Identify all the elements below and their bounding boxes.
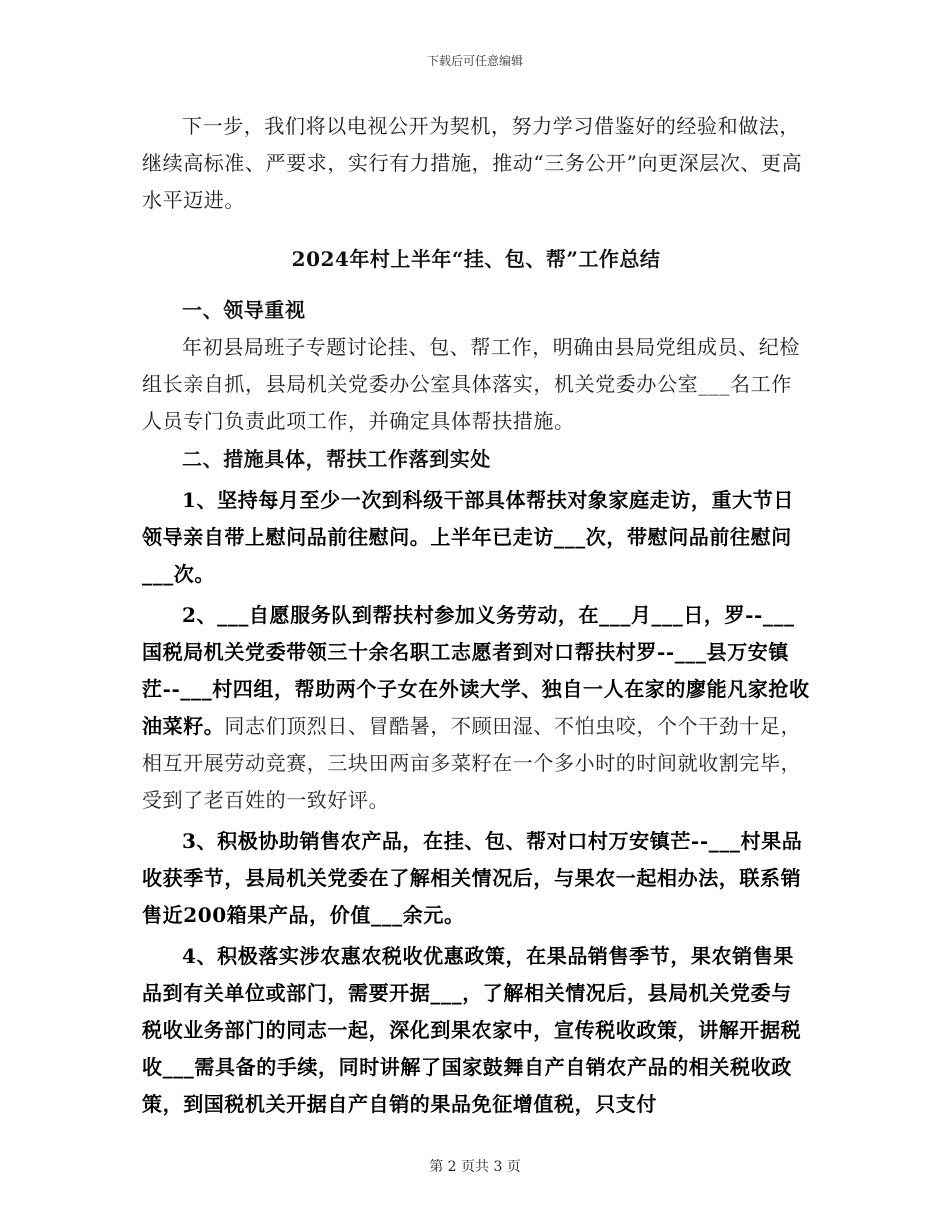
item-2-paragraph bbox=[142, 597, 810, 819]
page-footer: 第 2 页共 3 页 bbox=[429, 1159, 521, 1175]
page-header: 下载后可任意编辑 bbox=[426, 54, 523, 68]
item-3-paragraph: 3、积极协助销售农产品，在挂、包、帮对口村万安镇芒--___村果品收获季节，县局机关党委在了解相关情况后，与果农一起相办法，联系销售近200箱果产品，价值___余元。 bbox=[142, 829, 803, 927]
document-body bbox=[142, 108, 810, 1123]
document-title: 2024年村上半年“挂、包、帮”工作总结 bbox=[291, 247, 661, 271]
section-1-body: 年初县局班子专题讨论挂、包、帮工作，明确由县局党组成员、纪检组长亲自抓，县局机关党委办公室具体落实，机关党委办公室___名工作人员专门负责此项工作，并确定具体帮扶措施。 bbox=[142, 335, 800, 433]
section-1-heading: 一、领导重视 bbox=[182, 298, 306, 322]
item-2-bold-text: 2、___自愿服务队到帮扶村参加义务劳动，在___月___日，罗--___国税局机关党委带领三十余名职工志愿者到对口帮扶村罗--___县万安镇茳--___村四组，帮助两个子女在外读大学、独自一人在家的廖能凡家抢收油菜籽。 bbox=[142, 603, 810, 738]
item-1-paragraph: 1、坚持每月至少一次到科级干部具体帮扶对象家庭走访，重大节日领导亲自带上慰问品前往慰问。上半年已走访___次，带慰问品前往慰问___次。 bbox=[142, 488, 794, 586]
section-2-heading: 二、措施具体，帮扶工作落到实处 bbox=[182, 447, 491, 471]
item-4-paragraph: 4、积极落实涉农惠农税收优惠政策，在果品销售季节，果农销售果品到有关单位或部门，需要开据___，了解相关情况后，县局机关党委与税收业务部门的同志一起，深化到果农家中，宣传税收政策，讲解开据税收___需具备的手续，同时讲解了国家鼓舞自产自销农产品的相关税收政策，到国税机关开据自产自销的果品免征增值税，只支付 bbox=[142, 944, 802, 1116]
intro-paragraph: 下一步，我们将以电视公开为契机，努力学习借鉴好的经验和做法，继续高标准、严要求，实行有力措施，推动“三务公开”向更深层次、更高水平迈进。 bbox=[142, 114, 803, 212]
item-2-normal-text: 同志们顶烈日、冒酷暑，不顾田湿、不怕虫咬，个个干劲十足，相互开展劳动竞赛，三块田两亩多菜籽在一个多小时的时间就收割完毕，受到了老百姓的一致好评。 bbox=[142, 714, 802, 812]
